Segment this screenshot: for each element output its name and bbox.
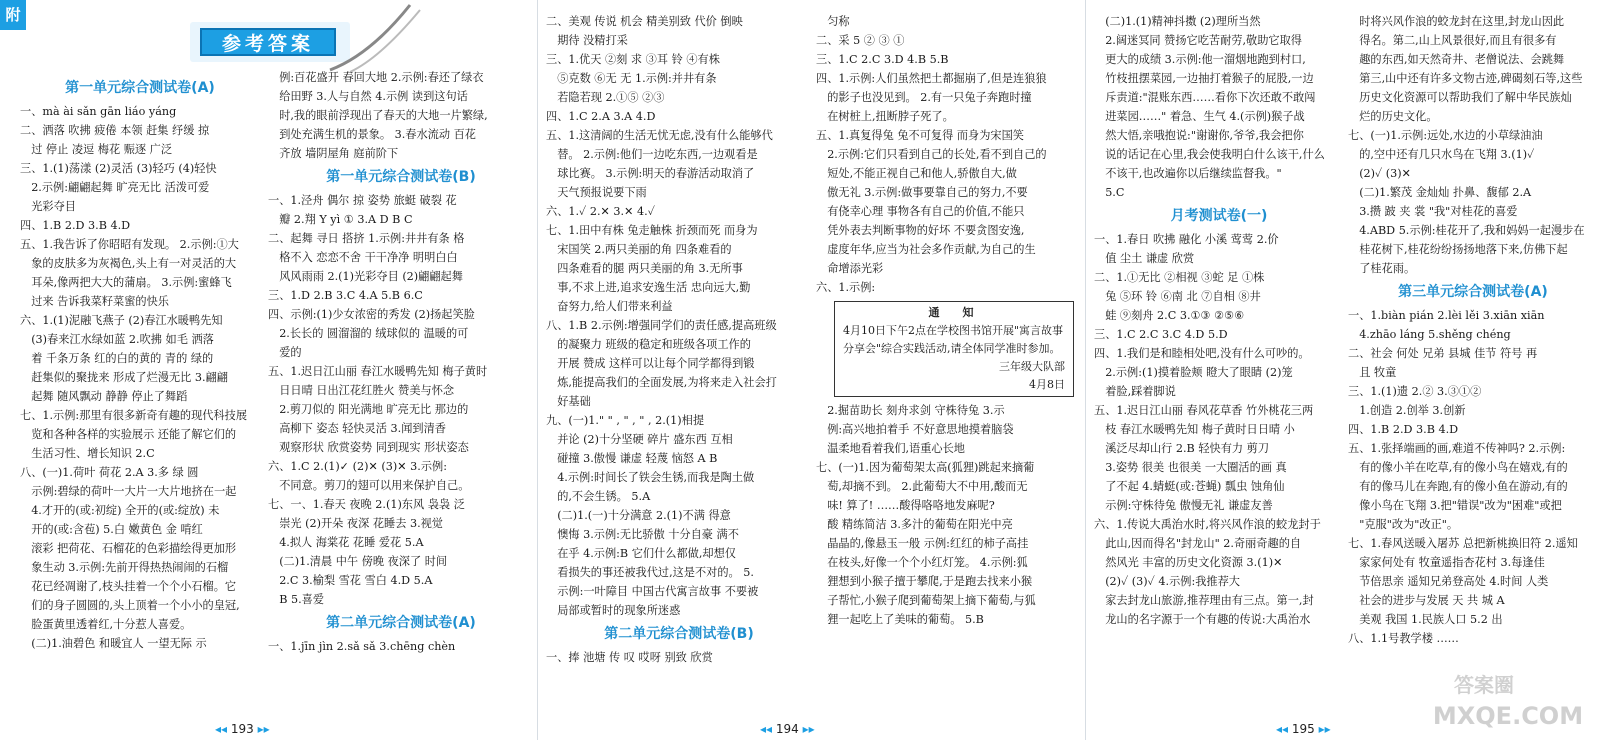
answer-line: 局部或暂时的现象所迷惑 xyxy=(546,604,681,617)
answer-line: 四、示例:(1)少女浓密的秀发 (2)扬起笑脸 xyxy=(268,308,475,321)
answer-line: 有侥幸心理 事物各有自己的价值,不能只 xyxy=(816,205,1025,218)
answer-line: 五、1.这清阔的生活无忧无虑,没有什么能够代 xyxy=(546,129,773,142)
answer-line: 二、采 5 ② ③ ① xyxy=(816,34,905,47)
answer-line: 一、捧 池塘 传 叹 哎呀 别致 欣赏 xyxy=(546,651,713,664)
answer-line: 们的身子圆圆的,头上顶着一个小小的皇冠, xyxy=(20,599,240,612)
answer-line: 宋国笑 2.两只美丽的角 四条难看的 xyxy=(546,243,732,256)
answer-line: 五、1.张择端画的画,难道不传神吗? 2.示例: xyxy=(1348,442,1566,455)
answer-line: 值 尘土 谦虚 欣赏 xyxy=(1094,252,1195,265)
answer-line: 狸想到小猴子擅于攀爬,于是跑去找来小猴 xyxy=(816,575,1033,588)
answer-line: 一、1.jīn jìn 2.sǎ sǎ 3.chēng chèn xyxy=(268,640,456,653)
answer-line: 2.C 3.榆梨 雪花 雪白 4.D 5.A xyxy=(268,574,433,587)
answer-line: 第三,山中还有许多文物古迹,碑碣刻石等,这些 xyxy=(1348,72,1583,85)
answer-line: ⑤克数 ⑥无 无 1.示例:并井有条 xyxy=(546,72,717,85)
answer-line: 崇光 (2)开朵 夜深 花睡去 3.视觉 xyxy=(268,517,443,530)
watermark-logo: 答案圈 MXQE.COM xyxy=(1432,673,1584,730)
answer-line: 奋努力,给人们带来利益 xyxy=(546,300,673,313)
answer-line: 四、1.我们是和睦相处吧,没有什么可吵的。 xyxy=(1094,347,1310,360)
answer-line: 4.拟人 海棠花 花睡 爱花 5.A xyxy=(268,536,424,549)
answer-line: 懊悔 3.示例:无比骄傲 十分自豪 满不 xyxy=(546,528,739,541)
answer-line: 期待 没精打采 xyxy=(546,34,628,47)
answer-line: 三、1.(1)遗 2.② 3.③①② xyxy=(1348,385,1482,398)
answer-line: 四、1.示例:人们虽然把土都掘崩了,但是连狼狼 xyxy=(816,72,1047,85)
answer-line: B 5.喜爱 xyxy=(268,593,325,606)
answer-line: 有的像马儿在奔跑,有的像小鱼在游动,有的 xyxy=(1348,480,1568,493)
answer-line: 家去封龙山旅游,推荐理由有三点。第一,封 xyxy=(1094,594,1314,607)
answer-line: 例:高兴地拍着手 不好意思地摸着脑袋 xyxy=(816,423,1014,436)
answer-line: 社会的进步与发展 天 共 城 A xyxy=(1348,594,1505,607)
answer-line: 的凝聚力 班级的稳定和班级各项工作的 xyxy=(546,338,751,351)
answer-line: 2.长长的 圆溜溜的 绒球似的 温暖的可 xyxy=(268,327,469,340)
answer-line: (2)✓ (3)✕ xyxy=(1348,167,1412,180)
answer-line: 凭外表去判断事物的好坏 不要贪图安逸, xyxy=(816,224,1025,237)
answer-line: 起舞 随风飘动 静静 停止了舞蹈 xyxy=(20,390,188,403)
answer-line: 在树桩上,扭断脖子死了。 xyxy=(816,110,954,123)
answer-line: 光彩夺目 xyxy=(20,200,76,213)
page-number-195: ◂◂ 195 ▸▸ xyxy=(1276,722,1331,736)
answer-line: 二、美观 传说 机会 精美别致 代价 倒映 xyxy=(546,15,743,28)
answer-line: 二、1.①无比 ②相视 ③蛇 足 ①株 xyxy=(1094,271,1265,284)
answer-line: 示例:一叶障目 中国古代寓言故事 不要被 xyxy=(546,585,759,598)
answer-line: 此山,因而得名"封龙山" 2.奇丽奇趣的自 xyxy=(1094,537,1302,550)
answer-line: 齐放 墙阴屋角 庭前阶下 xyxy=(268,147,399,160)
answer-line: 2.剪刀似的 阳光满地 旷亮无比 那边的 xyxy=(268,403,469,416)
answer-line: 不该干,也改遍你以后继续监督我。" xyxy=(1094,167,1282,180)
answer-line: 炼,能提高我们的全面发展,为将来走入社会打 xyxy=(546,376,777,389)
answer-line: 着脸,踩着脚说 xyxy=(1094,385,1176,398)
answer-line: 兔 ⑤环 铃 ⑥南 北 ⑦自相 ⑧井 xyxy=(1094,290,1261,303)
answer-line: 4.ABD 5.示例:桂花开了,我和妈妈一起漫步在 xyxy=(1348,224,1585,237)
answer-line: 六、1.(1)泥融飞燕子 (2)春江水暖鸭先知 xyxy=(20,314,223,327)
answer-line: 观察形状 欣赏姿势 同到现实 形状姿态 xyxy=(268,441,469,454)
answer-line: 高柳下 姿态 轻快灵活 3.闻到清香 xyxy=(268,422,446,435)
answer-line: 七、(一)1.因为葡萄架太高(狐狸)跳起来摘葡 xyxy=(816,461,1035,474)
answer-line: 2.示例:翩翩起舞 旷亮无比 活泼可爱 xyxy=(20,181,210,194)
answer-line: 示例:碧绿的荷叶一大片一大片地挤在一起 xyxy=(20,485,237,498)
answer-line: 八、(一)1.荷叶 荷花 2.A 3.多 绿 圆 xyxy=(20,466,199,479)
answer-line: (二)1.清晨 中午 傍晚 夜深了 时间 xyxy=(268,555,448,568)
page-193 xyxy=(0,0,538,740)
answer-line: 四条难看的腿 两只美丽的角 3.无所事 xyxy=(546,262,743,275)
answer-line: 3.攒 跛 夹 裳 "我"对桂花的喜爱 xyxy=(1348,205,1518,218)
answer-line: 事,不求上进,追求安逸生活 忠向远大,勤 xyxy=(546,281,751,294)
answer-line: 碰撞 3.傲慢 谦虚 轻蔑 恼怒 A B xyxy=(546,452,718,465)
answer-line: 得名。第二,山上风景很好,而且有很多有 xyxy=(1348,34,1557,47)
answer-line: 家家何处有 牧童遥指杏花村 3.每逢佳 xyxy=(1348,556,1545,569)
page2-column2 xyxy=(816,12,1082,629)
answer-line: (二)1.(一)十分满意 2.(1)不满 得意 xyxy=(546,509,731,522)
answer-line: 七、1.示例:那里有很多新奇有趣的现代科技展 xyxy=(20,409,248,422)
page1-column2 xyxy=(268,68,534,656)
answer-line: 象生动 3.示例:先前开得热热闹闹的石榴 xyxy=(20,561,229,574)
notice-title: 通 知 xyxy=(928,306,980,319)
answer-line: 过 停止 凌逗 梅花 赈逐 广泛 xyxy=(20,143,173,156)
answer-line: 七、1.春风送暖入屠苏 总把新桃换旧符 2.遥知 xyxy=(1348,537,1578,550)
answer-line: 虚度年华,应当为社会多作贡献,为自己的生 xyxy=(816,243,1036,256)
answer-line: 了不起 4.蜻蜓(或:苍蝇) 瓢虫 蚀角仙 xyxy=(1094,480,1285,493)
answer-line: 4.zhāo láng 5.shěng chéng xyxy=(1348,328,1511,341)
answer-line: 桂花树下,桂花纷纷扬扬地落下来,仿佛下起 xyxy=(1348,243,1568,256)
answer-line: 说的话记在心里,我会使我明白什么该干,什么 xyxy=(1094,148,1325,161)
answer-line: "克服"改为"改正"。 xyxy=(1348,518,1459,531)
page3-column2 xyxy=(1348,12,1598,648)
answer-line: 示例:守株待兔 傲慢无礼 谦虚友善 xyxy=(1094,499,1273,512)
answer-line: 替。 2.示例:他们一边吃东西,一边观看是 xyxy=(546,148,758,161)
answer-line: 枝 春江水暖鸭先知 梅子黄时日日晴 小 xyxy=(1094,423,1295,436)
answer-line: (3)春来江水绿如蓝 2.吹拂 如毛 洒落 xyxy=(20,333,214,346)
answer-line: 酸 精练简洁 3.多汁的葡萄在阳光中亮 xyxy=(816,518,1013,531)
answer-line: 一、1.泾舟 偶尔 掠 姿势 旅蜓 破裂 花 xyxy=(268,194,457,207)
answer-line: 七、(一)1.示例:远处,水边的小草绿油油 xyxy=(1348,129,1543,142)
answer-line: 四、1.B 2.D 3.B 4.D xyxy=(20,219,131,232)
answer-line: 脸蛋黄里透着红,十分惹人喜爱。 xyxy=(20,618,192,631)
answer-line: 开的(或:含苞) 5.白 嫩黄色 金 啃红 xyxy=(20,523,203,536)
page-195 xyxy=(1086,0,1600,740)
notice-box xyxy=(834,301,1074,397)
answer-line: 六、1.✓ 2.✕ 3.✕ 4.✓ xyxy=(546,205,655,218)
answer-line: 节倍思亲 遥知兄弟登高处 4.时间 人类 xyxy=(1348,575,1549,588)
answer-line: 时将兴风作浪的蛟龙封在这里,封龙山因此 xyxy=(1348,15,1565,28)
answer-line: 五、1.真复得兔 兔不可复得 而身为宋国笑 xyxy=(816,129,1024,142)
page3-column1 xyxy=(1094,12,1344,629)
answer-line: 1.创造 2.创举 3.创新 xyxy=(1348,404,1466,417)
section-heading: 第一单元综合测试卷(A) xyxy=(65,80,215,96)
page2-column1 xyxy=(546,12,812,667)
answer-line: 格不入 恋恋不舍 干干净净 明明白白 xyxy=(268,251,458,264)
answer-line: 风风雨雨 2.(1)光彩夺目 (2)翩翩起舞 xyxy=(268,270,463,283)
answer-line: 更大的成绩 3.示例:他一溜烟地跑到村口, xyxy=(1094,53,1306,66)
answer-line: 2.示例:它们只看到自己的长处,看不到自己的 xyxy=(816,148,1047,161)
answer-line: 览和各种各样的实验展示 还能了解它们的 xyxy=(20,428,237,441)
answer-line: 萄,却摘不到。 2.此葡萄大不中用,酸而无 xyxy=(816,480,1028,493)
section-heading: 第二单元综合测试卷(A) xyxy=(326,615,476,631)
answer-line: 然大悟,亲哦抱说:"谢谢你,爷爷,我会把你 xyxy=(1094,129,1304,142)
answer-line: 瓣 2.翔 Y yì ① 3.A D B C xyxy=(268,213,413,226)
answer-line: 二、洒落 吹拂 疲倦 本领 赶集 纾缓 掠 xyxy=(20,124,210,137)
answer-line: 四、1.B 2.D 3.B 4.D xyxy=(1348,423,1459,436)
answer-line: 开展 赞成 这样可以让每个同学都得到锻 xyxy=(546,357,755,370)
answer-line: 五、1.迟日江山丽 春江水暖鸭先知 梅子黄时 xyxy=(268,365,488,378)
answer-line: 5.C xyxy=(1094,186,1125,199)
answer-line: 的,空中还有几只水鸟在飞翔 3.(1)✓ xyxy=(1348,148,1535,161)
answer-line: 八、1.B 2.示例:增强同学们的责任感,提高班级 xyxy=(546,319,777,332)
answer-line: 日日晴 日出江花红胜火 赞美与怀念 xyxy=(268,384,455,397)
answer-line: 趣的东西,如天然奇井、老僧说法、会跳舞 xyxy=(1348,53,1565,66)
answer-line: 三、1.D 2.B 3.C 4.A 5.B 6.C xyxy=(268,289,423,302)
answer-line: 三、1.(1)荡漾 (2)灵活 (3)轻巧 (4)轻快 xyxy=(20,162,217,175)
answer-line: 二、起舞 寻日 搭挤 1.示例:井井有条 格 xyxy=(268,232,465,245)
answer-line: 然风光 丰富的历史文化资源 3.(1)✕ xyxy=(1094,556,1283,569)
answer-line: 4.才开的(或:初绽) 全开的(或:绽放) 未 xyxy=(20,504,220,517)
answer-line: 像小鸟在飞翔 3.把"错误"改为"困难"或把 xyxy=(1348,499,1562,512)
answer-line: 二、社会 何处 兄弟 县城 佳节 符号 再 xyxy=(1348,347,1538,360)
answer-line: 子帮忙,小猴子爬到葡萄架上摘下葡萄,与狐 xyxy=(816,594,1036,607)
page-number-193: ◂◂ 193 ▸▸ xyxy=(215,722,270,736)
answer-line: 过来 告诉我菜籽菜蜜的快乐 xyxy=(20,295,169,308)
answer-line: 八、1.1号教学楼 …… xyxy=(1348,632,1459,645)
answer-line: 2.掘苗助长 刻舟求剑 守株待兔 3.示 xyxy=(816,404,1005,417)
answer-line: 到处充满生机的景象。 3.春水流动 百花 xyxy=(268,128,476,141)
answer-line: 七、1.田中有株 兔走触株 折颈而死 而身为 xyxy=(546,224,758,237)
answer-line: 有的像小羊在吃草,有的像小鸟在嬉戏,有的 xyxy=(1348,461,1568,474)
answer-line: 味! 算了! ……酸得咯咯地发麻呢? xyxy=(816,499,995,512)
answer-line: 四、1.C 2.A 3.A 4.D xyxy=(546,110,656,123)
answer-line: 命增添光彩 xyxy=(816,262,884,275)
answer-line: 给田野 3.人与自然 4.示例 读到这句话 xyxy=(268,90,468,103)
answer-line: 若隐若现 2.①⑤ ②③ xyxy=(546,91,665,104)
answer-line: 匀称 xyxy=(816,15,850,28)
answer-line: 九、(一)1." " , " , " , 2.(1)相提 xyxy=(546,414,705,427)
answer-line: 一、1.春日 吹拂 融化 小溪 莺莺 2.价 xyxy=(1094,233,1279,246)
answer-line: 六、1.C 2.(1)✓ (2)✕ (3)✕ 3.示例: xyxy=(268,460,447,473)
answer-line: 一、mà ài sǎn gān liáo yáng xyxy=(20,105,177,118)
section-heading: 第三单元综合测试卷(A) xyxy=(1398,284,1548,300)
section-heading: 月考测试卷(一) xyxy=(1170,208,1268,224)
answer-line: 好基础 xyxy=(546,395,591,408)
answer-line: 耳朵,像两把大大的蒲扇。 3.示例:蜜蜂飞 xyxy=(20,276,232,289)
answer-line: (2)✓ (3)✓ 4.示例:我推荐大 xyxy=(1094,575,1240,588)
answer-line: 五、1.我告诉了你昭昭有发现。 2.示例:①大 xyxy=(20,238,239,251)
answer-line: 时,我的眼前浮现出了春天的大地一片繁绿, xyxy=(268,109,488,122)
answer-line: 进菜园……" 着急、生气 4.(示例)猴子战 xyxy=(1094,110,1305,123)
section-heading: 第一单元综合测试卷(B) xyxy=(326,169,476,185)
answer-line: 短处,不能正视自己和他人,骄傲自大,做 xyxy=(816,167,1017,180)
answer-line: 的,不会生锈。 5.A xyxy=(546,490,651,503)
answer-line: 看损失的事还被我代过,这是不对的。 5. xyxy=(546,566,754,579)
answer-line: 三、1.C 2.C 3.C 4.D 5.D xyxy=(1094,328,1228,341)
answer-line: 的影子也没见到。 2.有一只兔子奔跑时撞 xyxy=(816,91,1032,104)
answer-line: 六、1.示例: xyxy=(816,281,876,294)
answer-line: 滚彩 把荷花、石榴花的色彩描绘得更加形 xyxy=(20,542,237,555)
answer-line: 球比赛。 3.示例:明天的春游活动取消了 xyxy=(546,167,755,180)
answer-line: 着 千条万条 红的白的黄的 青的 绿的 xyxy=(20,352,214,365)
answer-line: 赶集似的聚拢来 形成了烂漫无比 3.翩翩 xyxy=(20,371,228,384)
answer-line: (二)1.(1)精神抖擞 (2)理所当然 xyxy=(1094,15,1261,28)
page1-column1 xyxy=(20,74,260,653)
answer-line: 3.姿势 很美 也很美 一大圈活的画 真 xyxy=(1094,461,1287,474)
answer-line: 一、1.biàn pián 2.lèi lěi 3.xiān xiān xyxy=(1348,309,1545,322)
answer-line: 生活习性、增长知识 2.C xyxy=(20,447,155,460)
answer-line: 溪泛尽却山行 2.B 轻快有力 剪刀 xyxy=(1094,442,1270,455)
section-heading: 第二单元综合测试卷(B) xyxy=(604,626,754,642)
answer-line: 并论 (2)十分坚硬 碎片 盛东西 互相 xyxy=(546,433,733,446)
answer-line: (二)1.油碧色 和暖宜人 一望无际 示 xyxy=(20,637,207,650)
answer-line: 竹枝扭摆菜园,一边抽打着猴子的屁股,一边 xyxy=(1094,72,1314,85)
page-number-194: ◂◂ 194 ▸▸ xyxy=(760,722,815,736)
page-194 xyxy=(538,0,1086,740)
notice-signer: 三年级大队部 xyxy=(999,360,1065,373)
answer-key-banner: 参考答案 xyxy=(200,28,336,56)
answer-line: 蛙 ⑨刻舟 2.C 3.①③ ②⑤⑥ xyxy=(1094,309,1245,322)
notice-body: 4月10日下午2点在学校图书馆开展"寓言故事分享会"综合实践活动,请全体同学准时参加。 xyxy=(843,324,1064,355)
answer-line: 美观 我国 1.民族人口 5.2 出 xyxy=(1348,613,1503,626)
answer-line: 烂的历史文化。 xyxy=(1348,110,1438,123)
appendix-tab: 附 xyxy=(0,0,26,30)
answer-line: 花已经凋谢了,枝头挂着一个个小石榴。它 xyxy=(20,580,237,593)
answer-line: 三、1.C 2.C 3.D 4.B 5.B xyxy=(816,53,949,66)
answer-line: 例:百花盛开 春回大地 2.示例:春还了绿衣 xyxy=(268,71,484,84)
answer-line: 狸一起吃上了美味的葡萄。 5.B xyxy=(816,613,984,626)
answer-line: 斥责道:"混账东西……看你下次还敢不敢闯 xyxy=(1094,91,1316,104)
answer-line: 2.阔迷冥同 赞扬它吃苦耐劳,敬助它取得 xyxy=(1094,34,1302,47)
answer-line: 温柔地看着我们,语重心长地 xyxy=(816,442,965,455)
answer-line: 天气预报说要下雨 xyxy=(546,186,647,199)
answer-line: 在枝头,好像一个个小红灯笼。 4.示例:狐 xyxy=(816,556,1028,569)
answer-line: 在乎 4.示例:B 它们什么都做,却想仅 xyxy=(546,547,736,560)
answer-line: 五、1.迟日江山丽 春风花草香 竹外桃花三两 xyxy=(1094,404,1314,417)
answer-line: 三、1.优天 ②刻 求 ③耳 铃 ④有株 xyxy=(546,53,720,66)
answer-line: 六、1.传说大禹治水时,将兴风作浪的蛟龙封于 xyxy=(1094,518,1321,531)
answer-line: 晶晶的,像悬玉一般 示例:红红的柿子高挂 xyxy=(816,537,1029,550)
answer-line: 了桂花雨。 xyxy=(1348,262,1416,275)
answer-line: 4.示例:时间长了铁会生锈,而我是陶土做 xyxy=(546,471,755,484)
answer-line: 七、一、1.春天 夜晚 2.(1)东风 袅袅 泛 xyxy=(268,498,465,511)
answer-line: (二)1.繁茂 金灿灿 扑鼻、馥郁 2.A xyxy=(1348,186,1532,199)
answer-line: 傲无礼 3.示例:做事要靠自己的努力,不要 xyxy=(816,186,1028,199)
answer-line: 历史文化资源可以帮助我们了解中华民族灿 xyxy=(1348,91,1572,104)
answer-line: 2.示例:(1)摸着脸颊 瞪大了眼睛 (2)笼 xyxy=(1094,366,1293,379)
notice-date: 4月8日 xyxy=(1029,378,1065,391)
answer-line: 爱的 xyxy=(268,346,302,359)
answer-line: 龙山的名字源于一个有趣的传说:大禹治水 xyxy=(1094,613,1311,626)
answer-line: 且 牧童 xyxy=(1348,366,1397,379)
answer-line: 不同意。剪刀的翅可以用来保护自己。 xyxy=(268,479,470,492)
answer-line: 象的皮肤多为灰褐色,头上有一对灵活的大 xyxy=(20,257,237,270)
